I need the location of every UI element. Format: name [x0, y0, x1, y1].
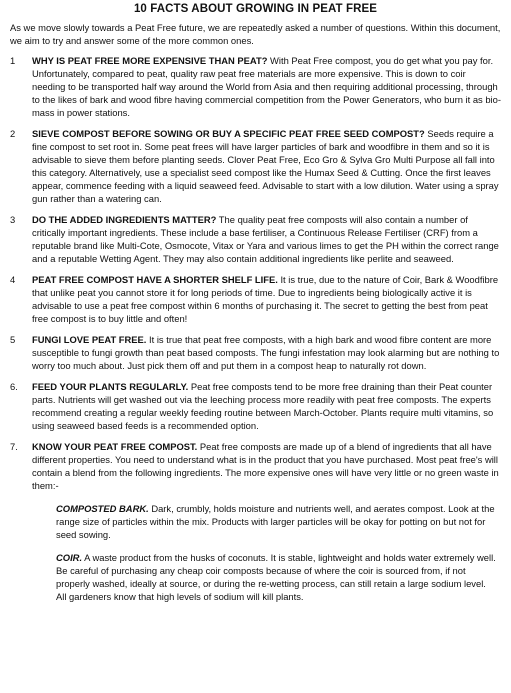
fact-body: Peat free composts tend to be more free draining than their Peat counter parts. Nutrients will get washed out via the leeching process more readily with peat free composts. The experts recommend creating a regular weekly feeding routine between March-October. Plants require multi vitamins, so using seaweed based feeds is a recommended option.	[32, 381, 494, 431]
fact-body: It is true, due to the nature of Coir, Bark & Woodfibre that unlike peat you cannot store it for long periods of time. Due to ingredients being biologically active it is advisable to use a peat free compost within 6 months of purchasing it. The secret to getting the best from peat free compost is to buy little and often!	[32, 274, 499, 324]
fact-item-5	[10, 333, 501, 372]
fact-body: The quality peat free composts will also contain a number of critically important ingredients. These include a base fertiliser, a Continuous Release Fertiliser (CRF) from a reputable brand like Multi-Cote, Osmocote, Vitax or Yara and various limes to get the PH within the correct range and a reputable Wetting Agent. They may also contain additional ingredients like perlite and seaweed.	[32, 214, 499, 264]
ingredient-body: A waste product from the husks of coconuts. It is stable, lightweight and holds water extremely well. Be careful of purchasing any cheap coir composts because of where the coir is sourced from, if not properly washed, ideally at source, or during the re-wetting process, can still retain a large sodium level. All gardeners know that high levels of sodium will kill plants.	[56, 552, 496, 602]
fact-body: Peat free composts are made up of a blend of ingredients that all have different properties. You need to understand what is in the product that you have purchased. Most peat free's will contain a blend from the following ingredients. The more expensive ones will have very little or no green waste in them:-	[32, 441, 499, 491]
fact-number: 6.	[10, 381, 18, 392]
fact-item-4	[10, 273, 501, 325]
page-title: 10 FACTS ABOUT GROWING IN PEAT FREE	[133, 3, 378, 15]
fact-body: It is true that peat free composts, with a high bark and wood fibre content are more susceptible to fungi growth than peat based composts. The fungi infestation may look alarming but are nothing to worry too much about. Just pick them off and put them in a compost heap to naturally rot down.	[32, 334, 500, 371]
ingredient-heading: COIR.	[56, 552, 83, 563]
fact-item-7	[10, 440, 501, 492]
intro-paragraph: As we move slowly towards a Peat Free future, we are repeatedly asked a number of questions. Within this document, we aim to try and answer some of the more common ones.	[10, 22, 501, 46]
fact-number: 5	[10, 334, 16, 345]
fact-heading: DO THE ADDED INGREDIENTS MATTER?	[32, 214, 217, 225]
ingredient-heading: COMPOSTED BARK.	[56, 503, 149, 514]
fact-number: 2	[10, 128, 16, 139]
fact-number: 7.	[10, 441, 18, 452]
fact-number: 3	[10, 214, 16, 225]
fact-heading: PEAT FREE COMPOST HAVE A SHORTER SHELF LIFE.	[32, 274, 278, 285]
fact-heading: SIEVE COMPOST BEFORE SOWING OR BUY A SPECIFIC PEAT FREE SEED COMPOST?	[32, 128, 425, 139]
fact-item-3	[10, 213, 501, 265]
fact-item-6	[10, 380, 501, 432]
document-page	[0, 3, 511, 693]
fact-heading: KNOW YOUR PEAT FREE COMPOST.	[32, 441, 198, 452]
fact-body: Seeds require a fine compost to set root in. Some peat frees will have larger particles of bark and woodfibre in them and so it is advisable to sieve them before planting seeds. Clover Peat Free, Eco Gro & Sylva Gro Multi Purpose all fall into this category. Alternatively, use a specialist seed compost like the Humax Seed & Cutting. Once the first leaves appear, commence feeding with a liquid seaweed feed. Advisable to start with a low dilution. Water using a spray gun rather than a watering can.	[32, 128, 499, 204]
fact-heading: WHY IS PEAT FREE MORE EXPENSIVE THAN PEAT?	[32, 55, 268, 66]
fact-heading: FEED YOUR PLANTS REGULARLY.	[32, 381, 189, 392]
fact-item-2	[10, 127, 501, 205]
fact-heading: FUNGI LOVE PEAT FREE.	[32, 334, 147, 345]
ingredient-body: Dark, crumbly, holds moisture and nutrients well, and aerates compost. Look at the range size of particles within the mix. Products with larger particles will be okay for potting on but not for seed sowing.	[56, 503, 495, 540]
fact-number: 4	[10, 274, 16, 285]
fact-number: 1	[10, 55, 16, 66]
ingredient-composted-bark	[10, 502, 501, 541]
fact-body: With Peat Free compost, you do get what you pay for. Unfortunately, compared to peat, quality raw peat free materials are more expensive. This is down to coir needing to be transported half way around the World from Asia and then requiring additional processing, through to the likes of bark and wood fibre having commercial competition from the Power Generators, who burn it as bio-mass in power stations.	[32, 55, 501, 118]
fact-item-1	[10, 54, 501, 119]
ingredient-coir	[10, 551, 501, 603]
